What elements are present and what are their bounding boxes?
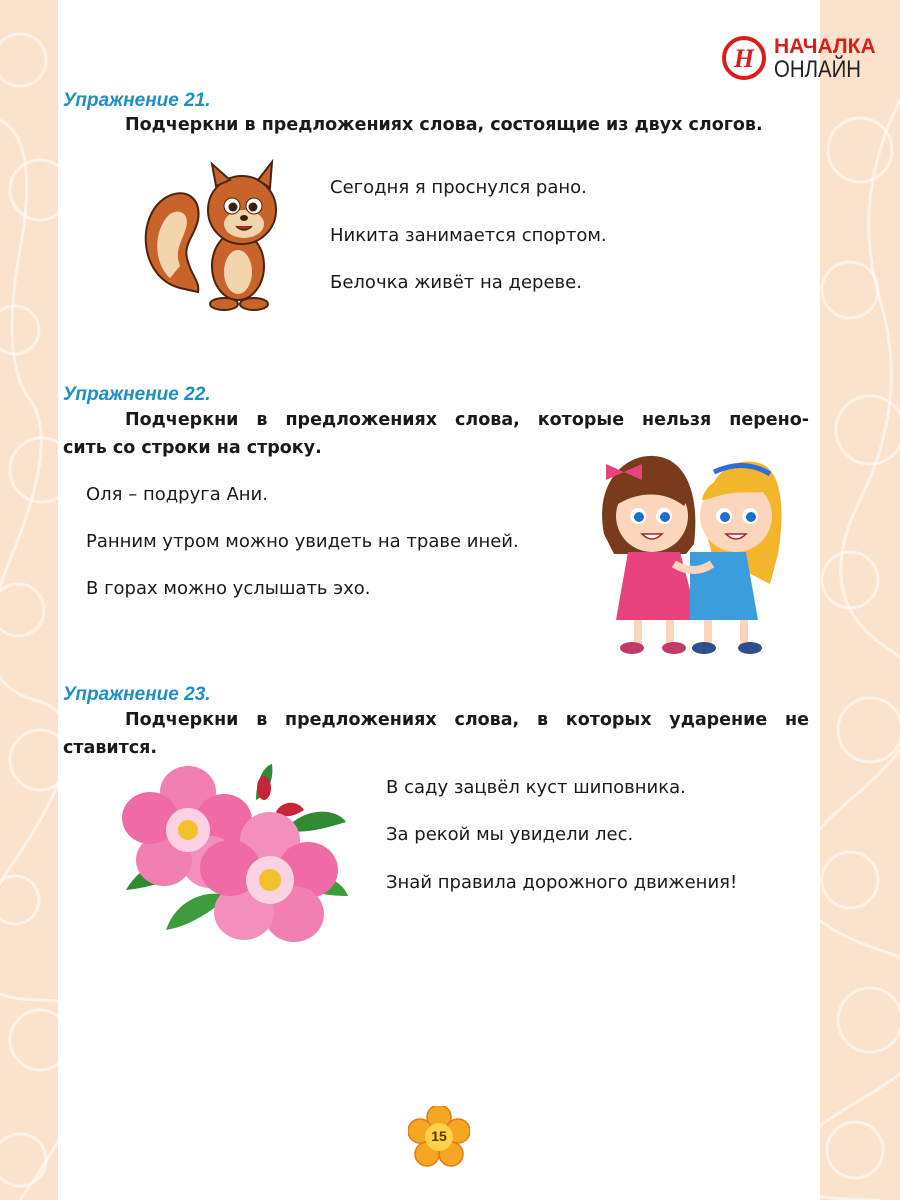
logo-text-bottom: ОНЛАЙН <box>774 56 861 83</box>
wild-rose-illustration <box>106 760 354 946</box>
exercise-21-task: Подчеркни в предложениях слова, состоящие из двух слогов. <box>125 115 763 135</box>
nachalka-online-logo <box>722 35 876 86</box>
page-number-badge <box>408 1106 470 1168</box>
exercise-21-title: Упражнение 21. <box>63 90 211 111</box>
exercise-22-sentence-1: Оля – подруга Ани. <box>86 484 268 505</box>
exercise-23-sentence-3: Знай правила дорожного движения! <box>386 872 738 893</box>
exercise-23-sentence-2: За рекой мы увидели лес. <box>386 824 634 845</box>
right-decorative-border <box>820 0 900 1200</box>
squirrel-illustration <box>140 158 290 314</box>
two-girls-illustration <box>594 444 790 658</box>
left-decorative-border <box>0 0 58 1200</box>
exercise-22-title: Упражнение 22. <box>63 384 211 405</box>
logo-mark-icon: Н <box>722 36 766 80</box>
exercise-23-title: Упражнение 23. <box>63 684 211 705</box>
exercise-22-sentence-2: Ранним утром можно увидеть на траве иней. <box>86 531 519 552</box>
logo-text-top: НАЧАЛКА <box>774 35 876 58</box>
exercise-22-task-line-2: сить со строки на строку. <box>63 438 322 458</box>
exercise-23-sentence-1: В саду зацвёл куст шиповника. <box>386 777 686 798</box>
exercise-22-sentence-3: В горах можно услышать эхо. <box>86 578 371 599</box>
exercise-21-sentence-1: Сегодня я проснулся рано. <box>330 177 587 198</box>
exercise-21-sentence-3: Белочка живёт на дереве. <box>330 272 582 293</box>
exercise-23-task: Подчеркни в предложениях слова, в которых ударение не ставится. <box>63 710 809 758</box>
exercise-21-sentence-2: Никита занимается спортом. <box>330 225 607 246</box>
page-number: 15 <box>431 1128 447 1144</box>
exercise-22-task-line-1: Подчеркни в предложениях слова, которые нельзя перено- <box>125 410 809 430</box>
